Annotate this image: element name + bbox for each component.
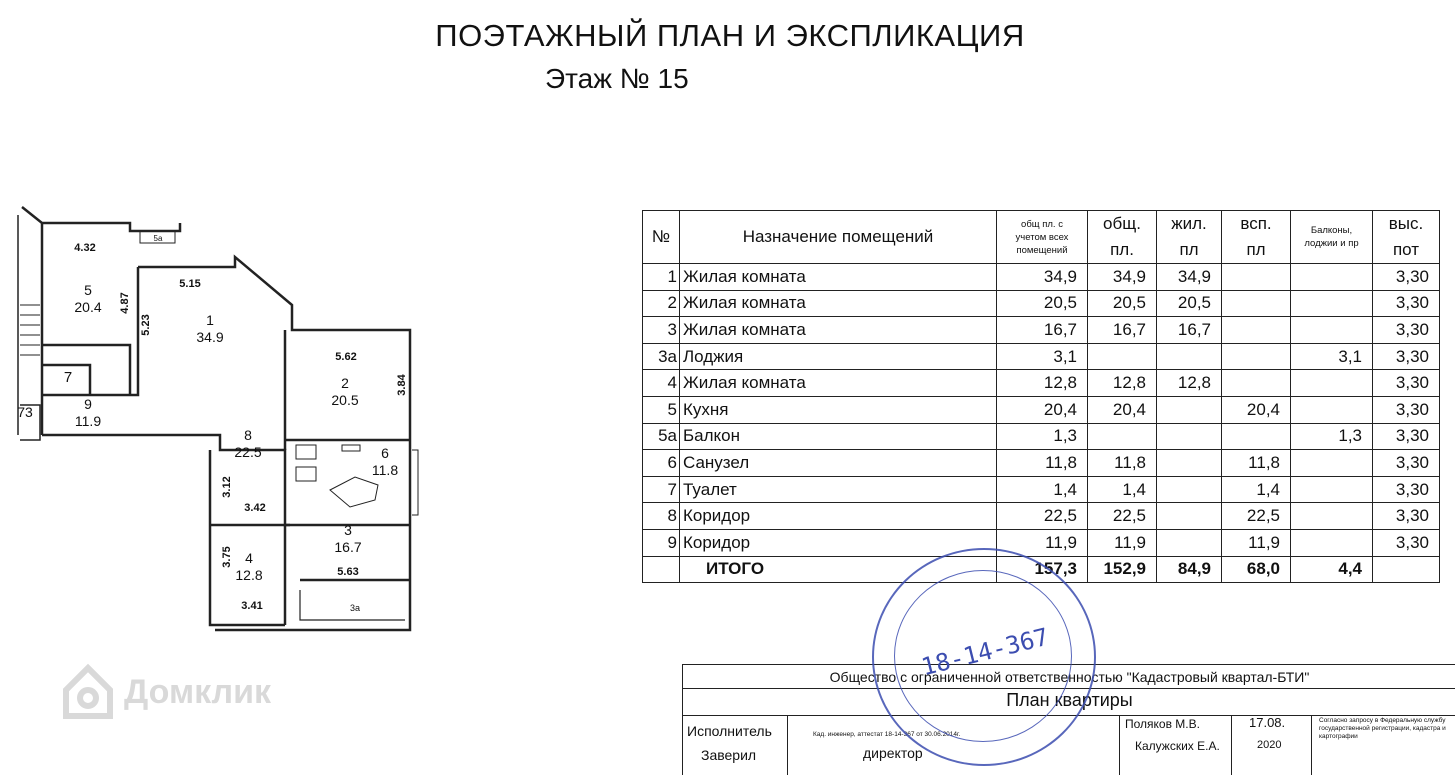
cell-balc: [1291, 396, 1373, 423]
watermark: [60, 662, 271, 722]
house-icon: [60, 662, 116, 722]
cell-all: 11,9: [997, 529, 1088, 556]
cell-living: [1157, 529, 1222, 556]
dim-73: 73: [17, 404, 33, 420]
cell-h: 3,30: [1373, 529, 1440, 556]
plan-fixtures: [20, 231, 418, 515]
cell-h: 3,30: [1373, 423, 1440, 450]
cell-balc: 1,3: [1291, 423, 1373, 450]
total-empty-cell: [643, 556, 680, 583]
room-name: Коридор: [680, 503, 997, 530]
verified-label: Заверил: [701, 747, 757, 763]
organization-name: Общество с ограниченной ответственностью "Кадастровый квартал-БТИ": [829, 669, 1310, 685]
executor-note: Кад. инженер, аттестат 18-14-367 от 30.06.2014г.: [813, 731, 961, 738]
dim-5-23: 5.23: [140, 314, 152, 336]
row-number: 5а: [643, 423, 680, 450]
cell-aux: [1222, 423, 1291, 450]
row-number: 9: [643, 529, 680, 556]
table-row: [643, 290, 1440, 317]
room-2-area: 20.5: [331, 392, 359, 408]
cell-living: [1157, 396, 1222, 423]
cell-h: 3,30: [1373, 370, 1440, 397]
row-number: 3: [643, 317, 680, 344]
row-number: 5: [643, 396, 680, 423]
cell-aux: [1222, 290, 1291, 317]
room-6-number: 6: [381, 445, 389, 461]
table-row: [643, 423, 1440, 450]
dim-3-75: 3.75: [221, 546, 233, 568]
dim-3-41: 3.41: [241, 600, 263, 612]
seal-number: 18-14-367: [918, 622, 1052, 682]
cell-living: [1157, 450, 1222, 477]
cell-living: 16,7: [1157, 317, 1222, 344]
dim-5-62: 5.62: [335, 351, 357, 363]
room-1-number: 1: [206, 312, 214, 328]
cell-aux: 11,9: [1222, 529, 1291, 556]
cell-all: 1,4: [997, 476, 1088, 503]
cell-total: 22,5: [1088, 503, 1157, 530]
row-number: 1: [643, 264, 680, 291]
table-header-row: [643, 211, 1440, 264]
total-living: 84,9: [1157, 556, 1222, 583]
table-row: [643, 370, 1440, 397]
dim-7: 7: [63, 369, 73, 386]
room-4-area: 12.8: [235, 567, 263, 583]
room-name: Жилая комната: [680, 317, 997, 344]
cell-living: [1157, 476, 1222, 503]
table-row: [643, 450, 1440, 477]
cell-all: 3,1: [997, 343, 1088, 370]
col-total-all-header: общ пл. с учетом всех помещений: [997, 211, 1088, 264]
room-name: Жилая комната: [680, 290, 997, 317]
executor-label: Исполнитель: [687, 723, 772, 739]
right-note: Согласно запросу в Федеральную службу государственной регистрации, кадастра и картографии: [1319, 717, 1446, 740]
cell-living: [1157, 503, 1222, 530]
table-row: [643, 343, 1440, 370]
dim-5a: 5a: [153, 234, 163, 243]
room-name: Коридор: [680, 529, 997, 556]
room-8-area: 22.5: [234, 444, 262, 460]
room-8-number: 8: [244, 427, 252, 443]
cell-total: 16,7: [1088, 317, 1157, 344]
room-9-number: 9: [84, 396, 92, 412]
dim-4-87: 4.87: [119, 292, 131, 314]
col-living-header: жил. пл: [1157, 211, 1222, 264]
row-number: 8: [643, 503, 680, 530]
dim-3a: 3a: [349, 603, 361, 613]
plan-room-labels: [74, 282, 398, 583]
table-row: [643, 264, 1440, 291]
col-name-header: Назначение помещений: [680, 211, 997, 264]
cell-all: 22,5: [997, 503, 1088, 530]
total-label: ИТОГО: [680, 556, 997, 583]
cell-aux: 11,8: [1222, 450, 1291, 477]
room-name: Туалет: [680, 476, 997, 503]
cell-aux: [1222, 264, 1291, 291]
cell-aux: [1222, 343, 1291, 370]
cell-total: 12,8: [1088, 370, 1157, 397]
table-row: [643, 529, 1440, 556]
cell-balc: [1291, 264, 1373, 291]
cell-total: [1088, 423, 1157, 450]
total-height-empty: [1373, 556, 1440, 583]
dim-4-32: 4.32: [74, 242, 96, 254]
room-6-area: 11.8: [371, 462, 399, 478]
cell-h: 3,30: [1373, 290, 1440, 317]
cell-balc: [1291, 370, 1373, 397]
col-aux-header: всп. пл: [1222, 211, 1291, 264]
table-row: [643, 503, 1440, 530]
explication-table: [642, 210, 1440, 583]
dim-5-15: 5.15: [179, 278, 201, 290]
cell-all: 12,8: [997, 370, 1088, 397]
date: 17.08.: [1249, 715, 1286, 730]
cell-all: 20,4: [997, 396, 1088, 423]
cell-living: 20,5: [1157, 290, 1222, 317]
room-name: Санузел: [680, 450, 997, 477]
cell-total: 20,4: [1088, 396, 1157, 423]
watermark-text: Домклик: [124, 672, 272, 711]
cell-total: [1088, 343, 1157, 370]
row-number: 3а: [643, 343, 680, 370]
col-total-header: общ. пл.: [1088, 211, 1157, 264]
room-5-number: 5: [84, 282, 92, 298]
cell-balc: [1291, 529, 1373, 556]
cell-living: [1157, 343, 1222, 370]
row-number: 7: [643, 476, 680, 503]
cell-total: 11,9: [1088, 529, 1157, 556]
dim-5-63: 5.63: [337, 566, 359, 578]
cell-balc: [1291, 450, 1373, 477]
table-row: [643, 476, 1440, 503]
room-name: Лоджия: [680, 343, 997, 370]
executor-name: Поляков М.В.: [1125, 717, 1200, 731]
verified-name: Калужских Е.А.: [1135, 739, 1220, 753]
cell-aux: 22,5: [1222, 503, 1291, 530]
cell-total: 34,9: [1088, 264, 1157, 291]
cell-aux: 1,4: [1222, 476, 1291, 503]
room-5-area: 20.4: [74, 299, 102, 315]
cell-all: 11,8: [997, 450, 1088, 477]
dim-3-42: 3.42: [244, 502, 266, 514]
total-aux: 68,0: [1222, 556, 1291, 583]
cell-total: 1,4: [1088, 476, 1157, 503]
room-3-number: 3: [344, 522, 352, 538]
cell-living: [1157, 423, 1222, 450]
floor-label: Этаж № 15: [545, 63, 689, 94]
cell-h: 3,30: [1373, 476, 1440, 503]
floor-plan: [0, 195, 440, 635]
year: 2020: [1257, 739, 1282, 751]
row-number: 4: [643, 370, 680, 397]
cell-h: 3,30: [1373, 343, 1440, 370]
cell-balc: [1291, 503, 1373, 530]
cell-balc: [1291, 290, 1373, 317]
cell-all: 16,7: [997, 317, 1088, 344]
cell-aux: 20,4: [1222, 396, 1291, 423]
col-height-header: выс. пот: [1373, 211, 1440, 264]
room-name: Жилая комната: [680, 264, 997, 291]
col-no-header: №: [643, 211, 680, 264]
room-3-area: 16.7: [334, 539, 362, 555]
cell-aux: [1222, 370, 1291, 397]
cell-all: 34,9: [997, 264, 1088, 291]
cell-h: 3,30: [1373, 264, 1440, 291]
table-row: [643, 396, 1440, 423]
dim-3-12: 3.12: [221, 476, 233, 498]
page-title: ПОЭТАЖНЫЙ ПЛАН И ЭКСПЛИКАЦИЯ: [435, 18, 1025, 53]
row-number: 6: [643, 450, 680, 477]
room-name: Кухня: [680, 396, 997, 423]
cell-total: 11,8: [1088, 450, 1157, 477]
room-2-number: 2: [341, 375, 349, 391]
cell-h: 3,30: [1373, 317, 1440, 344]
table-row: [643, 317, 1440, 344]
cell-h: 3,30: [1373, 396, 1440, 423]
col-balconies-header: Балконы, лоджии и пр: [1291, 211, 1373, 264]
verified-role: директор: [863, 745, 923, 761]
document-title: План квартиры: [1006, 690, 1133, 710]
room-1-area: 34.9: [196, 329, 224, 345]
row-number: 2: [643, 290, 680, 317]
cell-all: 1,3: [997, 423, 1088, 450]
cell-aux: [1222, 317, 1291, 344]
room-name: Жилая комната: [680, 370, 997, 397]
total-balc: 4,4: [1291, 556, 1373, 583]
cell-h: 3,30: [1373, 503, 1440, 530]
cell-h: 3,30: [1373, 450, 1440, 477]
room-4-number: 4: [245, 550, 253, 566]
total-total: 152,9: [1088, 556, 1157, 583]
cell-balc: [1291, 317, 1373, 344]
cell-living: 34,9: [1157, 264, 1222, 291]
dim-3-84: 3.84: [396, 374, 408, 396]
cell-all: 20,5: [997, 290, 1088, 317]
cell-balc: 3,1: [1291, 343, 1373, 370]
cell-balc: [1291, 476, 1373, 503]
room-9-area: 11.9: [74, 413, 102, 429]
cell-living: 12,8: [1157, 370, 1222, 397]
room-name: Балкон: [680, 423, 997, 450]
cell-total: 20,5: [1088, 290, 1157, 317]
total-all: 157,3: [997, 556, 1088, 583]
